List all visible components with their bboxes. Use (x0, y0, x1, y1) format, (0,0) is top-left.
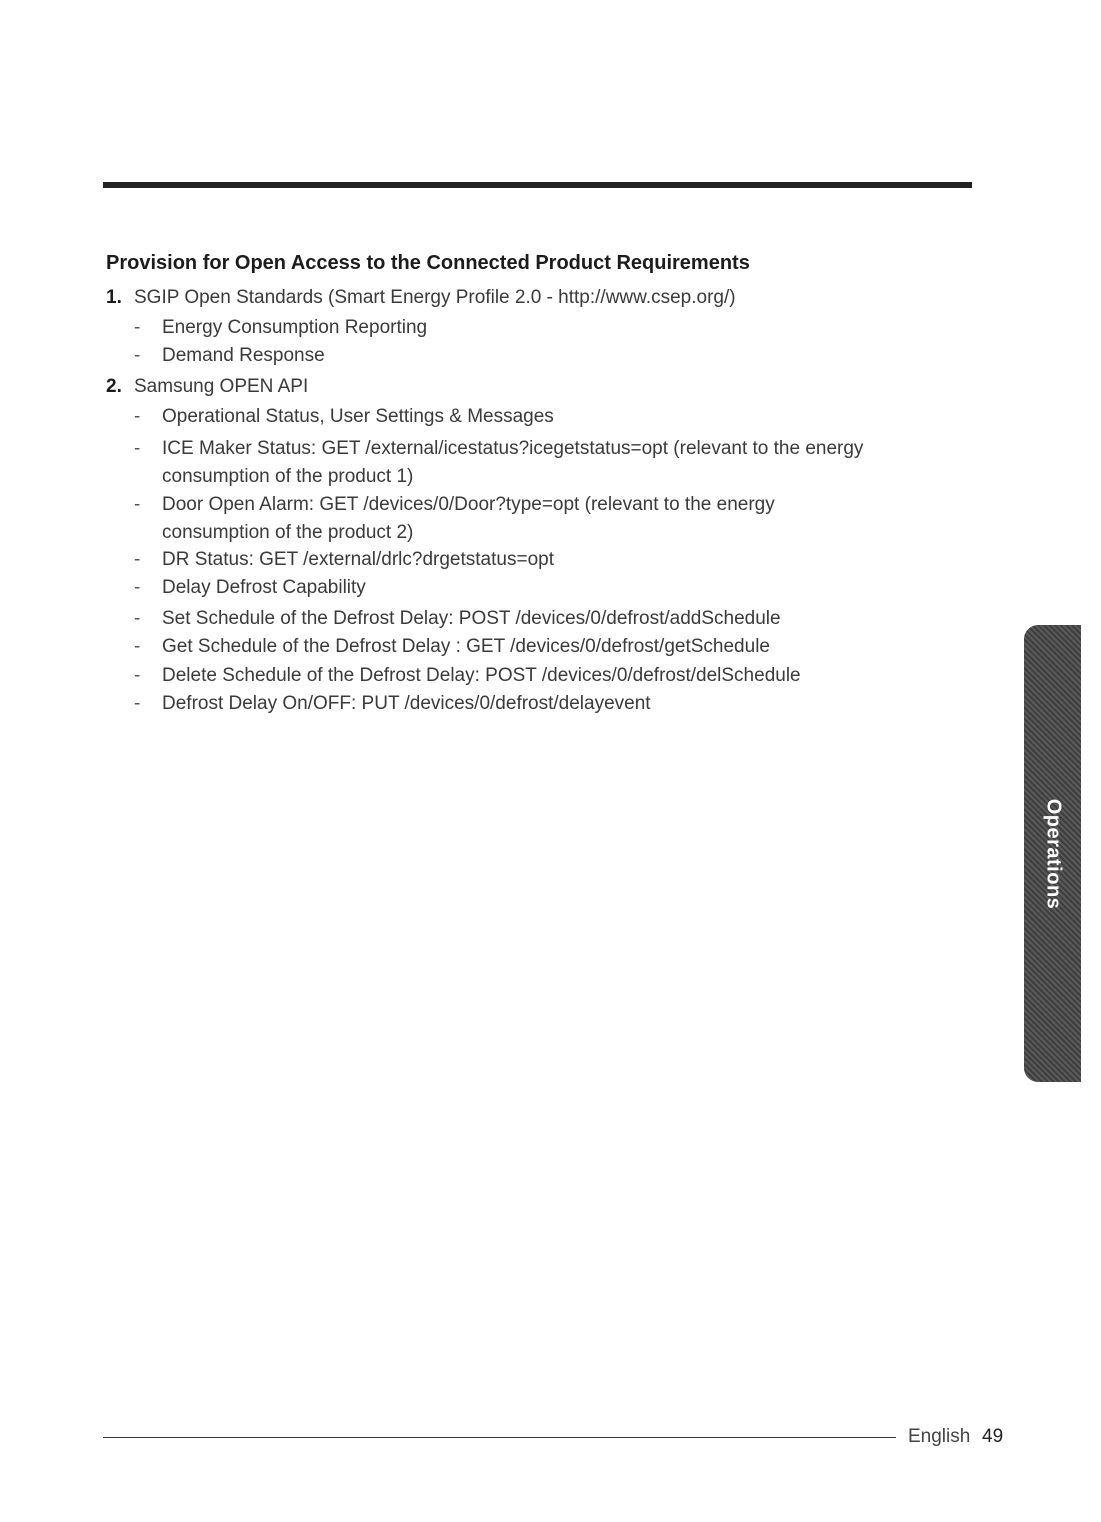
dash-bullet: - (134, 438, 141, 459)
dash-bullet: - (134, 636, 141, 657)
dash-bullet: - (134, 693, 141, 714)
list-text: SGIP Open Standards (Smart Energy Profile 2.0 - http://www.csep.org/) (134, 287, 736, 308)
sub-item-text: Delete Schedule of the Defrost Delay: POST /devices/0/defrost/delSchedule (162, 665, 801, 686)
sub-item-text: Set Schedule of the Defrost Delay: POST /devices/0/defrost/addSchedule (162, 608, 781, 629)
sub-item-text: Operational Status, User Settings & Messages (162, 406, 554, 427)
top-divider (103, 182, 972, 188)
footer-divider (103, 1437, 896, 1438)
list-number: 1. (106, 287, 122, 308)
side-tab-label: Operations (1042, 798, 1064, 909)
dash-bullet: - (134, 665, 141, 686)
sub-item-text: Door Open Alarm: GET /devices/0/Door?type=opt (relevant to the energy (162, 494, 775, 515)
dash-bullet: - (134, 317, 141, 338)
sub-item-text: Energy Consumption Reporting (162, 317, 428, 338)
sub-item-text: Delay Defrost Capability (162, 577, 366, 598)
dash-bullet: - (134, 494, 141, 515)
list-number: 2. (106, 376, 122, 397)
dash-bullet: - (134, 608, 141, 629)
dash-bullet: - (134, 345, 141, 366)
section-side-tab (1024, 625, 1081, 1082)
section-heading: Provision for Open Access to the Connected Product Requirements (106, 252, 750, 274)
sub-item-text: DR Status: GET /external/drlc?drgetstatus=opt (162, 549, 554, 570)
footer-language: English (908, 1426, 971, 1447)
sub-item-text: Defrost Delay On/OFF: PUT /devices/0/defrost/delayevent (162, 693, 651, 714)
sub-item-text: ICE Maker Status: GET /external/icestatus?icegetstatus=opt (relevant to the energy (162, 438, 864, 459)
sub-item-text: consumption of the product 2) (162, 522, 414, 543)
sub-item-text: Demand Response (162, 345, 325, 366)
list-text: Samsung OPEN API (134, 376, 309, 397)
page-number: 49 (982, 1426, 1004, 1447)
dash-bullet: - (134, 549, 141, 570)
dash-bullet: - (134, 406, 141, 427)
sub-item-text: Get Schedule of the Defrost Delay : GET /devices/0/defrost/getSchedule (162, 636, 770, 657)
dash-bullet: - (134, 577, 141, 598)
sub-item-text: consumption of the product 1) (162, 466, 414, 487)
